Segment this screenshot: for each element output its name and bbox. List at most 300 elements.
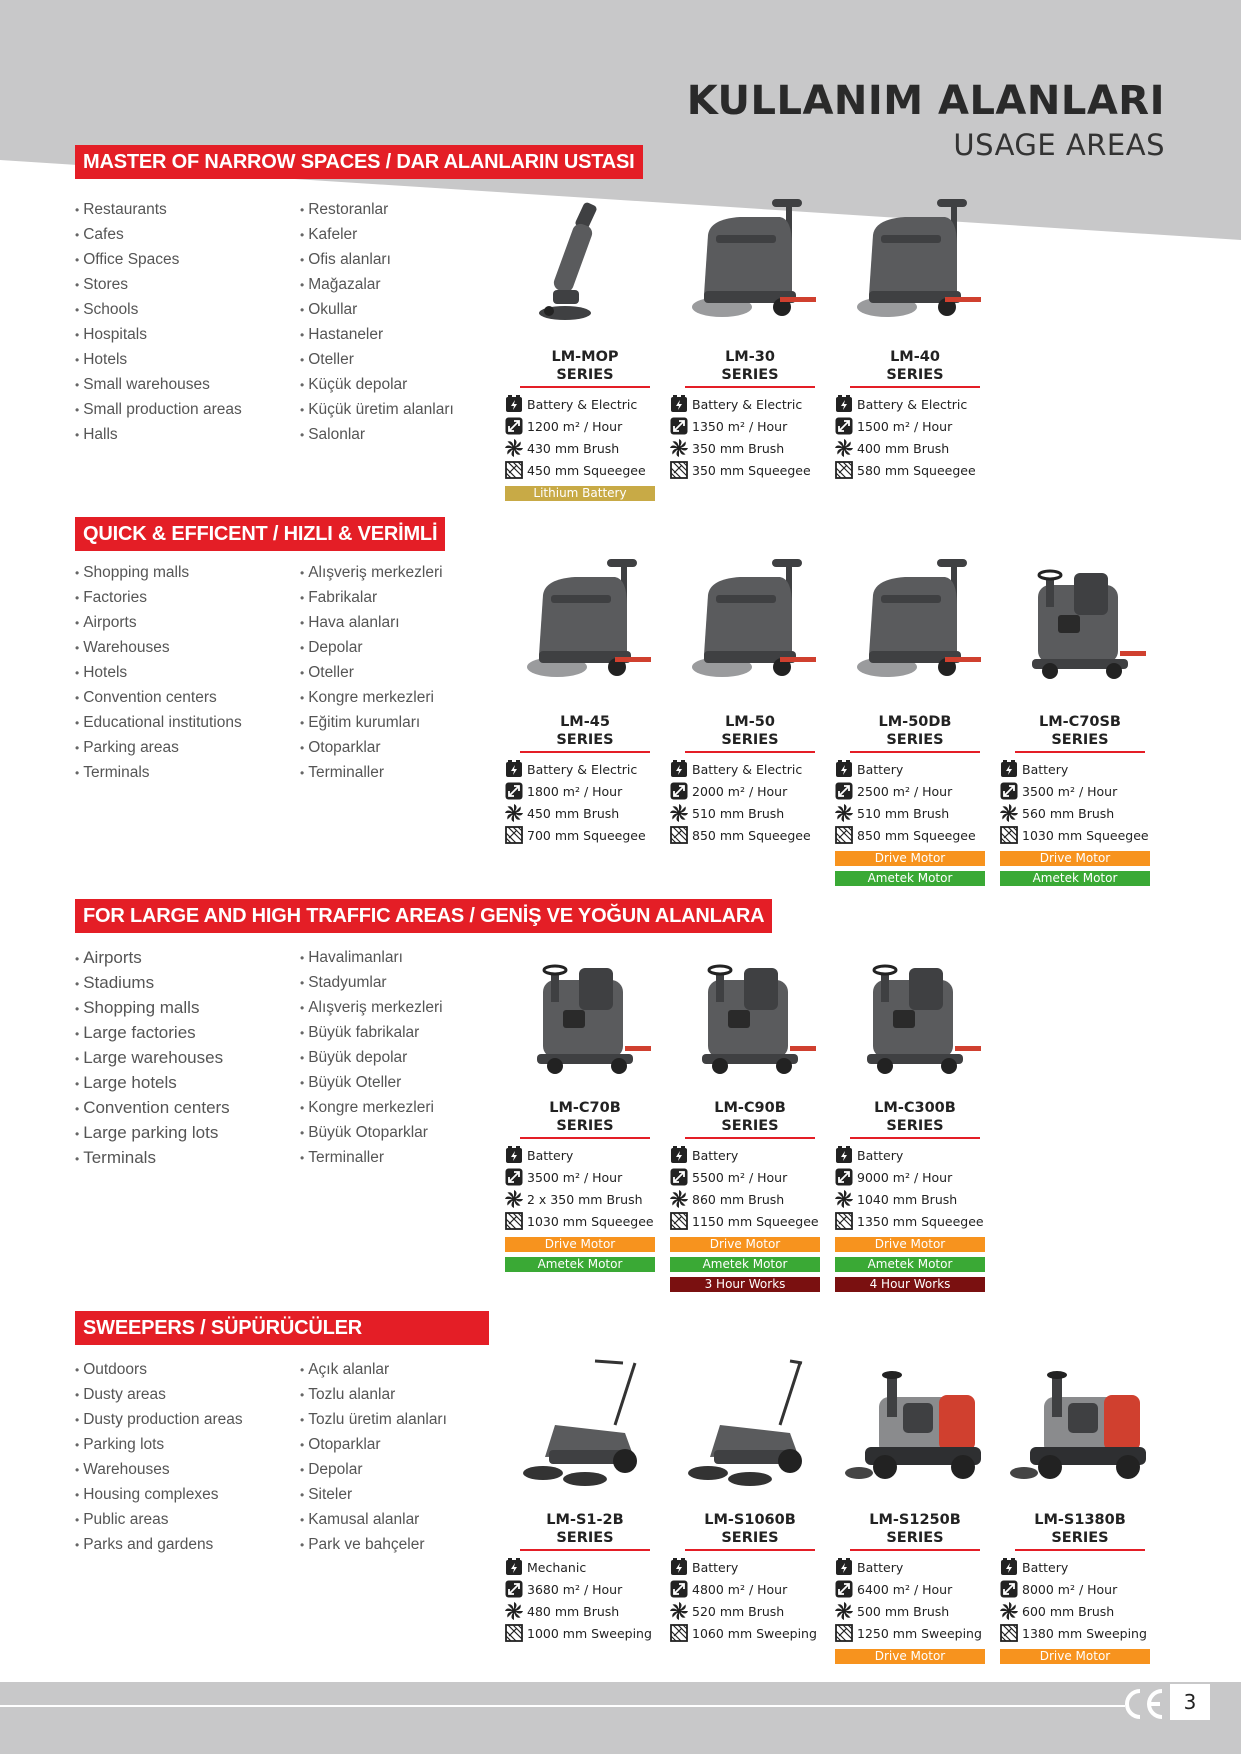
brush-fan-icon	[670, 439, 688, 457]
brush-fan-icon	[835, 439, 853, 457]
product-name	[835, 348, 995, 384]
spec-brush	[835, 802, 1005, 824]
usage-list-tr	[300, 945, 443, 1170]
product-model: LM-C70B	[549, 1100, 621, 1116]
product-underline	[1015, 751, 1145, 753]
spec-text: 5500 m² / Hour	[692, 1169, 788, 1185]
product-name	[505, 713, 665, 749]
feature-tag: Drive Motor	[835, 1237, 985, 1252]
spec-text: Battery & Electric	[527, 396, 638, 412]
list-item: • Parks and gardens	[75, 1532, 243, 1557]
spec-brush	[670, 437, 840, 459]
squeegee-grid-icon	[505, 461, 523, 479]
page-number: 3	[1170, 1684, 1210, 1720]
spec-brush	[505, 1600, 675, 1622]
spec-brush	[1000, 1600, 1170, 1622]
product-model: LM-C90B	[714, 1100, 786, 1116]
spec-text: Battery & Electric	[692, 396, 803, 412]
spec-text: 3500 m² / Hour	[1022, 783, 1118, 799]
spec-text: 600 mm Brush	[1022, 1603, 1115, 1619]
spec-text: Battery	[1022, 761, 1069, 777]
battery-icon	[835, 760, 853, 778]
product-underline	[1015, 1549, 1145, 1551]
brush-fan-icon	[835, 1190, 853, 1208]
product-name	[505, 348, 665, 384]
spec-text: 850 mm Squeegee	[692, 827, 811, 843]
list-item: • Eğitim kurumları	[300, 710, 443, 735]
area-arrows-icon	[835, 1580, 853, 1598]
product-model: LM-40	[890, 349, 940, 365]
squeegee-grid-icon	[505, 1212, 523, 1230]
section-title: MASTER OF NARROW SPACES / DAR ALANLARIN USTASI	[75, 145, 643, 179]
spec-text: 1380 mm Sweeping	[1022, 1625, 1147, 1641]
list-item: • Hospitals	[75, 322, 242, 347]
list-item: • Alışveriş merkezleri	[300, 560, 443, 585]
product-image	[845, 950, 985, 1090]
list-item: • Terminals	[75, 1145, 230, 1170]
brush-fan-icon	[505, 439, 523, 457]
list-item: • Kamusal alanlar	[300, 1507, 447, 1532]
list-item: • Shopping malls	[75, 995, 230, 1020]
spec-capacity	[505, 415, 675, 437]
squeegee-grid-icon	[835, 461, 853, 479]
product-series: SERIES	[1051, 1530, 1109, 1546]
spec-power	[1000, 758, 1170, 780]
spec-text: Battery & Electric	[857, 396, 968, 412]
product-series: SERIES	[721, 1530, 779, 1546]
list-item: • Fabrikalar	[300, 585, 443, 610]
spec-text: 1800 m² / Hour	[527, 783, 623, 799]
spec-capacity	[670, 415, 840, 437]
battery-icon	[670, 1558, 688, 1576]
section-title: QUICK & EFFICENT / HIZLI & VERİMLİ	[75, 517, 445, 551]
product-name	[835, 1511, 995, 1547]
battery-icon	[835, 1558, 853, 1576]
list-item: • Stadiums	[75, 970, 230, 995]
list-item: • Dusty production areas	[75, 1407, 243, 1432]
list-item: • Convention centers	[75, 1095, 230, 1120]
list-item: • Public areas	[75, 1507, 243, 1532]
product-image	[515, 950, 655, 1090]
area-arrows-icon	[835, 782, 853, 800]
squeegee-grid-icon	[505, 1624, 523, 1642]
spec-text: 580 mm Squeegee	[857, 462, 976, 478]
list-item: • Restaurants	[75, 197, 242, 222]
squeegee-grid-icon	[835, 1212, 853, 1230]
list-item: • Halls	[75, 422, 242, 447]
spec-capacity	[505, 1166, 675, 1188]
footer-divider	[0, 1705, 1125, 1707]
area-arrows-icon	[835, 417, 853, 435]
spec-squeegee	[835, 1210, 1005, 1232]
squeegee-grid-icon	[670, 1212, 688, 1230]
area-arrows-icon	[505, 1168, 523, 1186]
area-arrows-icon	[835, 1168, 853, 1186]
list-item: • Otoparklar	[300, 735, 443, 760]
product-model: LM-50DB	[878, 714, 952, 730]
spec-capacity	[1000, 780, 1170, 802]
area-arrows-icon	[670, 417, 688, 435]
list-item: • Shopping malls	[75, 560, 242, 585]
product-image	[1010, 555, 1150, 695]
product-image	[845, 1355, 985, 1495]
area-arrows-icon	[1000, 1580, 1018, 1598]
product-specs	[505, 758, 675, 846]
spec-squeegee	[670, 459, 840, 481]
spec-squeegee	[1000, 824, 1170, 846]
product-specs	[505, 393, 675, 501]
list-item: • Office Spaces	[75, 247, 242, 272]
spec-text: 1200 m² / Hour	[527, 418, 623, 434]
usage-list-en	[75, 560, 242, 785]
area-arrows-icon	[505, 417, 523, 435]
spec-capacity	[835, 1578, 1005, 1600]
feature-tag: Ametek Motor	[835, 1257, 985, 1272]
spec-text: 1060 mm Sweeping	[692, 1625, 817, 1641]
feature-tag: 3 Hour Works	[670, 1277, 820, 1292]
spec-capacity	[505, 1578, 675, 1600]
product-name	[505, 1511, 665, 1547]
product-underline	[685, 1137, 815, 1139]
spec-brush	[835, 437, 1005, 459]
feature-tag: Drive Motor	[505, 1237, 655, 1252]
spec-text: Battery & Electric	[692, 761, 803, 777]
list-item: • Restoranlar	[300, 197, 454, 222]
section-title: FOR LARGE AND HIGH TRAFFIC AREAS / GENİŞ VE YOĞUN ALANLARA	[75, 899, 772, 933]
product-underline	[850, 1549, 980, 1551]
product-series: SERIES	[886, 1530, 944, 1546]
spec-text: 3680 m² / Hour	[527, 1581, 623, 1597]
product-underline	[520, 386, 650, 388]
spec-text: 2000 m² / Hour	[692, 783, 788, 799]
product-specs	[670, 758, 840, 846]
area-arrows-icon	[505, 782, 523, 800]
area-arrows-icon	[1000, 782, 1018, 800]
spec-brush	[835, 1188, 1005, 1210]
list-item: • Convention centers	[75, 685, 242, 710]
list-item: • Hastaneler	[300, 322, 454, 347]
feature-tag: Drive Motor	[1000, 851, 1150, 866]
spec-text: 1030 mm Squeegee	[527, 1213, 654, 1229]
usage-list-en	[75, 197, 242, 447]
product-specs	[835, 1144, 1005, 1292]
spec-text: 1000 mm Sweeping	[527, 1625, 652, 1641]
spec-text: 9000 m² / Hour	[857, 1169, 953, 1185]
feature-tag: 4 Hour Works	[835, 1277, 985, 1292]
spec-power	[835, 393, 1005, 415]
product-series: SERIES	[886, 732, 944, 748]
product-underline	[850, 1137, 980, 1139]
product-name	[1000, 1511, 1160, 1547]
spec-text: 3500 m² / Hour	[527, 1169, 623, 1185]
squeegee-grid-icon	[670, 826, 688, 844]
list-item: • Cafes	[75, 222, 242, 247]
brush-fan-icon	[835, 1602, 853, 1620]
spec-text: 500 mm Brush	[857, 1603, 950, 1619]
product-series: SERIES	[886, 1118, 944, 1134]
feature-tag: Ametek Motor	[505, 1257, 655, 1272]
ce-mark-icon	[1118, 1684, 1166, 1724]
product-model: LM-C70SB	[1038, 714, 1121, 730]
product-model: LM-30	[725, 349, 775, 365]
product-name	[670, 1511, 830, 1547]
spec-brush	[670, 802, 840, 824]
list-item: • Küçük üretim alanları	[300, 397, 454, 422]
squeegee-grid-icon	[505, 826, 523, 844]
product-series: SERIES	[556, 367, 614, 383]
usage-list-tr	[300, 560, 443, 785]
product-name	[670, 713, 830, 749]
spec-text: 510 mm Brush	[692, 805, 785, 821]
squeegee-grid-icon	[670, 1624, 688, 1642]
list-item: • Açık alanlar	[300, 1357, 447, 1382]
list-item: • Stores	[75, 272, 242, 297]
list-item: • Large warehouses	[75, 1045, 230, 1070]
battery-icon	[505, 395, 523, 413]
spec-squeegee	[835, 459, 1005, 481]
brush-fan-icon	[835, 804, 853, 822]
product-model: LM-S1060B	[704, 1512, 796, 1528]
product-series: SERIES	[721, 732, 779, 748]
spec-text: 4800 m² / Hour	[692, 1581, 788, 1597]
list-item: • Outdoors	[75, 1357, 243, 1382]
spec-text: 1500 m² / Hour	[857, 418, 953, 434]
spec-power	[670, 1556, 840, 1578]
usage-list-tr	[300, 1357, 447, 1557]
brush-fan-icon	[670, 804, 688, 822]
product-specs	[505, 1144, 675, 1272]
spec-brush	[670, 1600, 840, 1622]
list-item: • Oteller	[300, 347, 454, 372]
battery-icon	[505, 760, 523, 778]
spec-capacity	[670, 780, 840, 802]
list-item: • Okullar	[300, 297, 454, 322]
product-specs	[505, 1556, 675, 1644]
feature-tag: Ametek Motor	[670, 1257, 820, 1272]
spec-text: Battery	[1022, 1559, 1069, 1575]
list-item: • Terminals	[75, 760, 242, 785]
list-item: • Hotels	[75, 660, 242, 685]
brush-fan-icon	[1000, 804, 1018, 822]
product-specs	[1000, 1556, 1170, 1664]
product-underline	[520, 1549, 650, 1551]
product-underline	[685, 386, 815, 388]
product-name	[1000, 713, 1160, 749]
brush-fan-icon	[505, 1602, 523, 1620]
spec-text: 450 mm Squeegee	[527, 462, 646, 478]
squeegee-grid-icon	[835, 826, 853, 844]
battery-icon	[1000, 1558, 1018, 1576]
usage-list-en	[75, 945, 230, 1170]
list-item: • Mağazalar	[300, 272, 454, 297]
spec-text: 700 mm Squeegee	[527, 827, 646, 843]
product-image	[680, 950, 820, 1090]
list-item: • Otoparklar	[300, 1432, 447, 1457]
list-item: • Kongre merkezleri	[300, 685, 443, 710]
list-item: • Small production areas	[75, 397, 242, 422]
list-item: • Havalimanları	[300, 945, 443, 970]
product-image	[845, 195, 985, 335]
spec-capacity	[835, 1166, 1005, 1188]
product-underline	[520, 751, 650, 753]
spec-capacity	[670, 1166, 840, 1188]
spec-squeegee	[505, 1210, 675, 1232]
list-item: • Airports	[75, 945, 230, 970]
squeegee-grid-icon	[1000, 826, 1018, 844]
product-specs	[670, 1144, 840, 1292]
battery-icon	[670, 395, 688, 413]
product-series: SERIES	[721, 1118, 779, 1134]
list-item: • Housing complexes	[75, 1482, 243, 1507]
spec-brush	[670, 1188, 840, 1210]
feature-tag: Drive Motor	[835, 851, 985, 866]
list-item: • Dusty areas	[75, 1382, 243, 1407]
list-item: • Hava alanları	[300, 610, 443, 635]
list-item: • Tozlu alanlar	[300, 1382, 447, 1407]
list-item: • Factories	[75, 585, 242, 610]
spec-squeegee	[670, 1210, 840, 1232]
squeegee-grid-icon	[670, 461, 688, 479]
usage-list-tr	[300, 197, 454, 447]
list-item: • Educational institutions	[75, 710, 242, 735]
spec-text: Mechanic	[527, 1559, 587, 1575]
brush-fan-icon	[1000, 1602, 1018, 1620]
spec-text: 2500 m² / Hour	[857, 783, 953, 799]
section-title: SWEEPERS / SÜPÜRÜCÜLER	[75, 1311, 489, 1345]
list-item: • Büyük Oteller	[300, 1070, 443, 1095]
list-item: • Depolar	[300, 1457, 447, 1482]
battery-icon	[505, 1558, 523, 1576]
list-item: • Büyük depolar	[300, 1045, 443, 1070]
spec-power	[1000, 1556, 1170, 1578]
spec-text: 1250 mm Sweeping	[857, 1625, 982, 1641]
spec-capacity	[835, 780, 1005, 802]
product-specs	[670, 393, 840, 481]
feature-tag: Lithium Battery	[505, 486, 655, 501]
spec-text: 350 mm Brush	[692, 440, 785, 456]
product-series: SERIES	[721, 367, 779, 383]
list-item: • Large hotels	[75, 1070, 230, 1095]
product-name	[835, 713, 995, 749]
spec-power	[835, 758, 1005, 780]
list-item: • Tozlu üretim alanları	[300, 1407, 447, 1432]
product-image	[515, 1355, 655, 1495]
list-item: • Siteler	[300, 1482, 447, 1507]
spec-text: Battery	[692, 1147, 739, 1163]
product-model: LM-S1250B	[869, 1512, 961, 1528]
list-item: • Alışveriş merkezleri	[300, 995, 443, 1020]
brush-fan-icon	[505, 804, 523, 822]
spec-text: 400 mm Brush	[857, 440, 950, 456]
product-series: SERIES	[556, 1530, 614, 1546]
product-image	[680, 555, 820, 695]
list-item: • Büyük Otoparklar	[300, 1120, 443, 1145]
list-item: • Hotels	[75, 347, 242, 372]
feature-tag: Drive Motor	[670, 1237, 820, 1252]
list-item: • Warehouses	[75, 1457, 243, 1482]
area-arrows-icon	[505, 1580, 523, 1598]
spec-power	[505, 1144, 675, 1166]
spec-text: 850 mm Squeegee	[857, 827, 976, 843]
list-item: • Büyük fabrikalar	[300, 1020, 443, 1045]
spec-capacity	[670, 1578, 840, 1600]
spec-text: Battery	[857, 1559, 904, 1575]
feature-tag: Ametek Motor	[1000, 871, 1150, 886]
spec-text: 1350 m² / Hour	[692, 418, 788, 434]
spec-text: 560 mm Brush	[1022, 805, 1115, 821]
product-name	[670, 348, 830, 384]
product-underline	[685, 751, 815, 753]
list-item: • Large factories	[75, 1020, 230, 1045]
list-item: • Parking areas	[75, 735, 242, 760]
list-item: • Park ve bahçeler	[300, 1532, 447, 1557]
feature-tag: Drive Motor	[1000, 1649, 1150, 1664]
spec-text: Battery	[857, 761, 904, 777]
product-image	[515, 195, 655, 335]
product-underline	[520, 1137, 650, 1139]
product-model: LM-50	[725, 714, 775, 730]
spec-power	[670, 393, 840, 415]
list-item: • Small warehouses	[75, 372, 242, 397]
squeegee-grid-icon	[835, 1624, 853, 1642]
battery-icon	[670, 1146, 688, 1164]
spec-power	[505, 393, 675, 415]
spec-capacity	[505, 780, 675, 802]
spec-capacity	[1000, 1578, 1170, 1600]
spec-capacity	[835, 415, 1005, 437]
product-name	[670, 1099, 830, 1135]
list-item: • Terminaller	[300, 1145, 443, 1170]
spec-text: 510 mm Brush	[857, 805, 950, 821]
product-model: LM-S1-2B	[546, 1512, 624, 1528]
spec-text: 350 mm Squeegee	[692, 462, 811, 478]
spec-brush	[505, 802, 675, 824]
area-arrows-icon	[670, 1580, 688, 1598]
product-specs	[835, 393, 1005, 481]
product-name	[835, 1099, 995, 1135]
list-item: • Airports	[75, 610, 242, 635]
spec-power	[835, 1144, 1005, 1166]
product-underline	[850, 386, 980, 388]
list-item: • Salonlar	[300, 422, 454, 447]
spec-text: Battery	[692, 1559, 739, 1575]
product-series: SERIES	[1051, 732, 1109, 748]
spec-squeegee	[505, 459, 675, 481]
brush-fan-icon	[505, 1190, 523, 1208]
product-image	[515, 555, 655, 695]
feature-tag: Ametek Motor	[835, 871, 985, 886]
list-item: • Warehouses	[75, 635, 242, 660]
list-item: • Kafeler	[300, 222, 454, 247]
spec-text: Battery	[857, 1147, 904, 1163]
spec-text: 1350 mm Squeegee	[857, 1213, 984, 1229]
list-item: • Küçük depolar	[300, 372, 454, 397]
list-item: • Schools	[75, 297, 242, 322]
spec-power	[505, 1556, 675, 1578]
usage-list-en	[75, 1357, 243, 1557]
spec-text: 2 x 350 mm Brush	[527, 1191, 643, 1207]
product-series: SERIES	[556, 732, 614, 748]
spec-text: Battery	[527, 1147, 574, 1163]
spec-squeegee	[835, 1622, 1005, 1644]
battery-icon	[835, 1146, 853, 1164]
spec-power	[670, 1144, 840, 1166]
battery-icon	[670, 760, 688, 778]
product-underline	[850, 751, 980, 753]
product-image	[845, 555, 985, 695]
product-underline	[685, 1549, 815, 1551]
list-item: • Depolar	[300, 635, 443, 660]
